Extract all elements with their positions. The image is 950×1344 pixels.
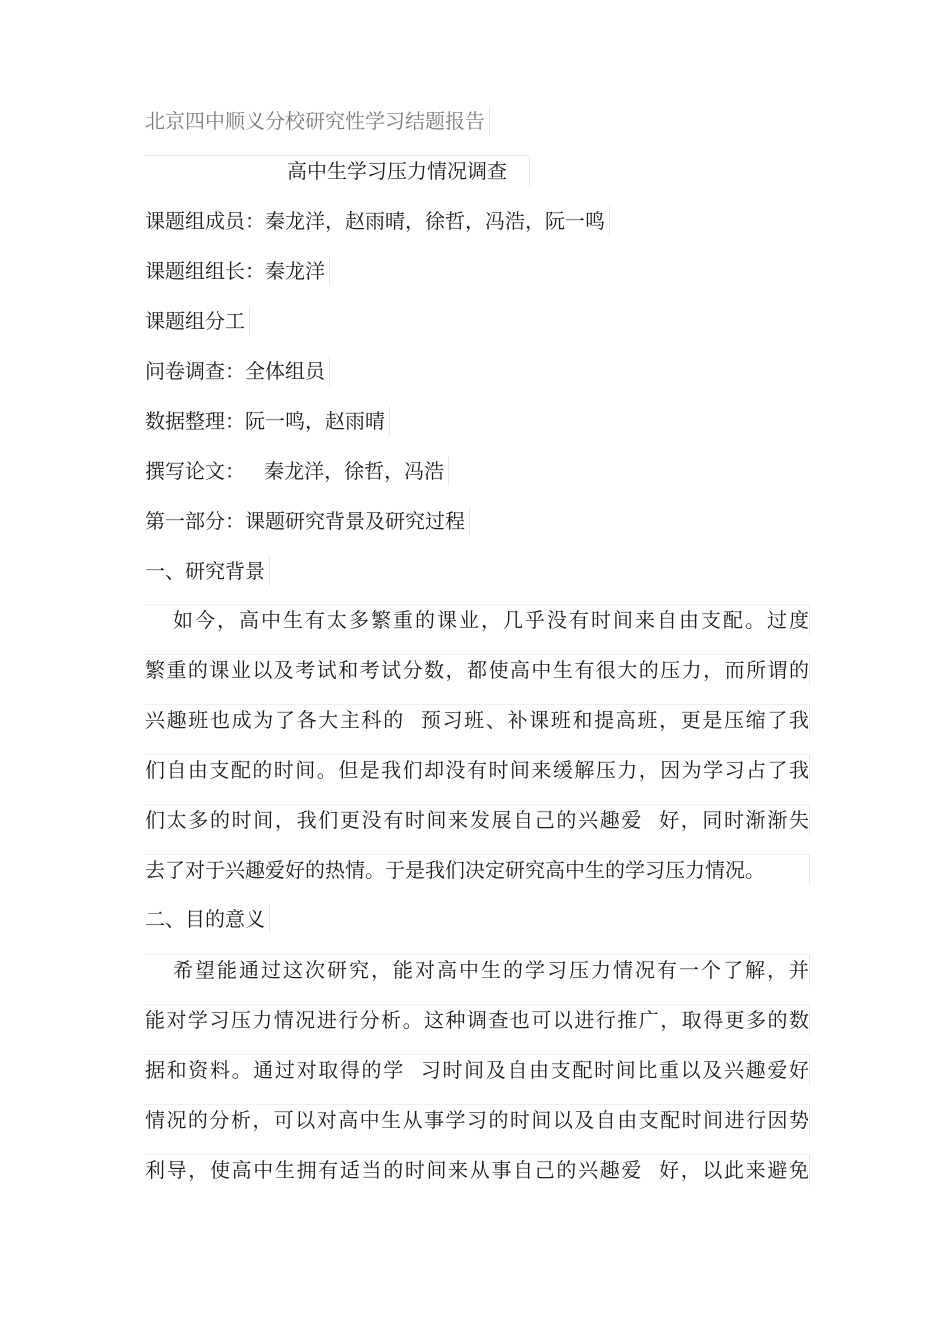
section2-paragraph-line: 利导，使高中生拥有适当的时间来从事自己的兴趣爱 好，以此来避免 <box>145 1154 810 1185</box>
survey-line: 问卷调查：全体组员 <box>145 356 330 386</box>
section1-paragraph-line: 兴趣班也成为了各大主科的 预习班、补课班和提高班，更是压缩了我 <box>145 704 810 735</box>
section1-paragraph-line: 繁重的课业以及考试和考试分数，都使高中生有很大的压力，而所谓的 <box>145 654 810 685</box>
document-title <box>145 155 530 186</box>
section1-paragraph-line: 如今，高中生有太多繁重的课业，几乎没有时间来自由支配。过度 <box>145 604 810 635</box>
section1-paragraph-line: 们太多的时间，我们更没有时间来发展自己的兴趣爱 好，同时渐渐失 <box>145 804 810 835</box>
section1-paragraph-line: 们自由支配的时间。但是我们却没有时间来缓解压力，因为学习占了我 <box>145 754 810 785</box>
members-line: 课题组成员：秦龙洋，赵雨晴，徐哲，冯浩，阮一鸣 <box>145 206 610 236</box>
writing-line: 撰写论文： 秦龙洋，徐哲，冯浩 <box>145 456 449 486</box>
section2-paragraph-line: 希望能通过这次研究，能对高中生的学习压力情况有一个了解，并 <box>145 954 810 985</box>
data-line: 数据整理：阮一鸣，赵雨晴 <box>145 406 390 436</box>
section2-paragraph-line: 据和资料。通过对取得的学 习时间及自由支配时间比重以及兴趣爱好 <box>145 1054 810 1085</box>
section2-paragraph-line: 情况的分析，可以对高中生从事学习的时间以及自由支配时间进行因势 <box>145 1104 810 1135</box>
document-title-text: 高中生学习压力情况调查 <box>287 159 507 183</box>
section2-heading: 二、目的意义 <box>145 904 270 934</box>
division-line: 课题组分工 <box>145 306 250 336</box>
section1-heading: 一、研究背景 <box>145 556 270 586</box>
section1-paragraph-line: 去了对于兴趣爱好的热情。于是我们决定研究高中生的学习压力情况。 <box>145 854 810 885</box>
leader-line: 课题组组长：秦龙洋 <box>145 256 330 286</box>
section2-paragraph-line: 能对学习压力情况进行分析。这种调查也可以进行推广，取得更多的数 <box>145 1004 810 1035</box>
part1-heading: 第一部分：课题研究背景及研究过程 <box>145 506 470 536</box>
report-header: 北京四中顺义分校研究性学习结题报告 <box>145 106 490 136</box>
